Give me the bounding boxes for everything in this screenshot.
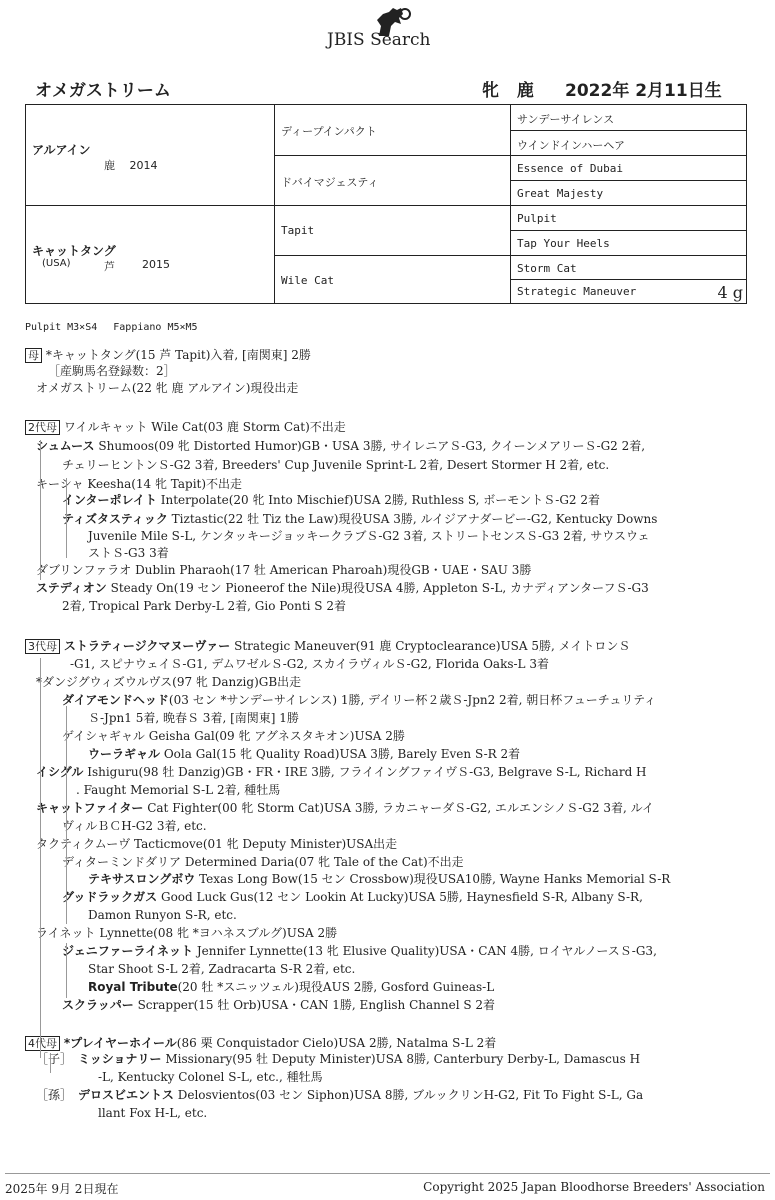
dam-year: 2015 <box>142 258 170 271</box>
line-text: Scrapper(15 牡 Orb)USA・CAN 1勝, English Channel S 2着 <box>133 998 496 1012</box>
sire-name: アルアイン <box>32 143 91 157</box>
family-line <box>36 1087 643 1103</box>
line-text: (86 栗 Conquistador Cielo)USA 2勝, Natalma S-L 2着 <box>176 1036 497 1050</box>
family-line <box>36 836 397 852</box>
tree-guide-line <box>40 658 41 1058</box>
family-line <box>25 347 311 363</box>
tree-guide-line <box>66 706 67 856</box>
family-line <box>62 854 464 870</box>
dam-name: キャットタング <box>32 244 116 258</box>
line-text: *キャットタング(15 芦 Tapit)入着, [南関東] 2勝 <box>45 348 311 362</box>
line-text: Oola Gal(15 牝 Quality Road)USA 3勝, Barely Even S-R 2着 <box>160 747 521 761</box>
sds-cell <box>511 156 747 181</box>
dam-cell <box>26 206 275 304</box>
line-text: ダブリンファラオ Dublin Pharaoh(17 牡 American Pharoah)現役GB・UAE・SAU 3勝 <box>36 563 532 577</box>
horse-name-bold[interactable]: キャットファイター <box>36 801 144 815</box>
dss-name: Pulpit <box>517 212 557 225</box>
ddd-name: Strategic Maneuver <box>517 285 637 298</box>
family-line <box>62 943 657 959</box>
ss-name: ディープインパクト <box>281 125 377 138</box>
line-text: Juvenile Mile S-L, ケンタッキージョッキークラブＳ-G2 3着, ストリートセンスＳ-G3 2着, サウスウェ <box>88 529 650 543</box>
line-text: Ishiguru(98 牡 Danzig)GB・FR・IRE 3勝, フライイングファイヴＳ-G3, Belgrave S-L, Richard H <box>83 765 647 779</box>
ssd-cell <box>511 131 747 156</box>
family-line <box>88 710 299 726</box>
horse-name-bold[interactable]: ステディオン <box>36 581 107 595</box>
horse-name-bold[interactable]: Royal Tribute <box>88 980 178 994</box>
horse-name-bold[interactable]: ジェニファーライネット <box>62 944 194 958</box>
family-line <box>98 1069 323 1085</box>
sd-cell <box>275 156 511 206</box>
family-line <box>62 511 657 527</box>
family-line <box>25 419 346 435</box>
family-line <box>88 961 355 977</box>
family-line <box>36 562 531 578</box>
line-text: (20 牡 *スニッツェル)現役AUS 2勝, Gosford Guineas-L <box>177 980 495 994</box>
horse-name-bold[interactable]: ウーラギャル <box>88 747 161 761</box>
dam-origin: (USA) <box>42 258 71 269</box>
sss-cell <box>511 105 747 131</box>
sdd-cell <box>511 181 747 206</box>
horse-name-bold[interactable]: ストラティージクマヌーヴァー <box>63 639 231 653</box>
family-line <box>88 907 237 923</box>
family-line <box>62 598 346 614</box>
family-line <box>36 1051 640 1067</box>
line-text: . Faught Memorial S-L 2着, 種牡馬 <box>76 783 281 797</box>
family-line <box>88 871 670 887</box>
footer-copyright: Copyright 2025 Japan Bloodhorse Breeders' Association <box>423 1180 765 1194</box>
relation-label: ［子］ <box>36 1052 79 1066</box>
family-line <box>48 363 176 379</box>
horse-birth-date: 2022年 2月11日生 <box>565 81 722 101</box>
line-text: llant Fox H-L, etc. <box>98 1106 208 1120</box>
horse-name: オメガストリーム <box>35 81 171 101</box>
line-text: Texas Long Bow(15 セン Crossbow)現役USA10勝, Wayne Hanks Memorial S-R <box>195 872 671 886</box>
relation-label: ［孫］ <box>36 1088 79 1102</box>
family-line <box>36 674 301 690</box>
family-line <box>25 1035 496 1051</box>
dds-name: Storm Cat <box>517 262 577 275</box>
line-text: タクティクムーヴ Tacticmove(01 牝 Deputy Minister)USA出走 <box>36 837 398 851</box>
footer-divider <box>5 1173 770 1174</box>
dsd-cell <box>511 231 747 256</box>
tree-guide-line <box>66 854 67 924</box>
sire-cell <box>26 105 275 206</box>
line-text: Damon Runyon S-R, etc. <box>88 908 237 922</box>
horse-name-bold[interactable]: グッドラックガス <box>62 890 158 904</box>
line-text: Star Shoot S-L 2着, Zadracarta S-R 2着, etc. <box>88 962 356 976</box>
tree-guide-line <box>50 1053 51 1073</box>
family-line <box>88 746 520 762</box>
horse-name-bold[interactable]: *プレイヤーホイール <box>63 1036 177 1050</box>
dd-name: Wile Cat <box>281 274 334 287</box>
line-text: オメガストリーム(22 牝 鹿 アルアイン)現役出走 <box>36 381 299 395</box>
family-line <box>70 656 549 672</box>
generation-label-box: 母 <box>25 348 42 363</box>
family-line <box>62 492 600 508</box>
line-text: ゲイシャギャル Geisha Gal(09 牝 アグネスタキオン)USA 2勝 <box>62 729 405 743</box>
jbis-logo[interactable] <box>327 6 467 54</box>
footer-date: 2025年 9月 2日現在 <box>5 1182 119 1196</box>
ds-cell <box>275 206 511 256</box>
line-text: ヴィルＢＣH-G2 3着, etc. <box>62 819 207 833</box>
line-text: -G1, スピナウェイＳ-G1, デムワゼルＳ-G2, スカイラヴィルＳ-G2, Florida Oaks-L 3着 <box>70 657 549 671</box>
horse-name-bold[interactable]: イシグル <box>36 765 84 779</box>
line-text: Interpolate(20 牝 Into Mischief)USA 2勝, Ruthless S, ボーモントＳ-G2 2着 <box>156 493 601 507</box>
pedigree-table <box>25 104 747 304</box>
horse-name-bold[interactable]: シュムース <box>36 439 95 453</box>
generation-label: 4 g <box>717 283 743 302</box>
sd-name: ドバイマジェスティ <box>281 176 379 189</box>
family-line <box>36 580 649 596</box>
family-line <box>36 764 647 780</box>
logo-text: JBIS Search <box>327 30 431 50</box>
family-line <box>62 692 656 708</box>
line-text: Jennifer Lynnette(13 牝 Elusive Quality)USA・CAN 4勝, ロイヤルノースＳ-G3, <box>193 944 657 958</box>
line-text: Strategic Maneuver(91 鹿 Cryptoclearance)USA 5勝, メイトロンＳ <box>230 639 631 653</box>
dam-color: 芦 <box>104 260 115 273</box>
family-line <box>36 925 337 941</box>
line-text: Good Luck Gus(12 セン Lookin At Lucky)USA 5勝, Haynesfield S-R, Albany S-R, <box>157 890 643 904</box>
line-text: *ダンジグウィズウルヴス(97 牝 Danzig)GB出走 <box>36 675 302 689</box>
horse-name-bold[interactable]: インターポレイト <box>62 493 157 507</box>
tree-guide-line <box>66 478 67 558</box>
line-text: Shumoos(09 牝 Distorted Humor)GB・USA 3勝, サイレニアＳ-G3, クイーンメアリーＳ-G2 2着, <box>94 439 646 453</box>
family-line <box>98 1105 207 1121</box>
sss-name: サンデーサイレンス <box>517 113 615 126</box>
sds-name: Essence of Dubai <box>517 162 623 175</box>
family-line <box>36 800 654 816</box>
line-text: ワイルキャット Wile Cat(03 鹿 Storm Cat)不出走 <box>63 420 346 434</box>
family-line <box>76 782 280 798</box>
horse-name-bold[interactable]: ティズタスティック <box>62 512 168 526</box>
family-line <box>62 818 207 834</box>
ddd-cell <box>511 280 747 304</box>
line-text: Steady On(19 セン Pioneerof the Nile)現役USA 4勝, Appleton S-L, カナディアンターフＳ-G3 <box>106 581 649 595</box>
tree-guide-line <box>66 943 67 998</box>
family-line <box>62 997 495 1013</box>
line-text: Cat Fighter(00 牝 Storm Cat)USA 3勝, ラカニャーダＳ-G2, エルエンシノＳ-G2 3着, ルイ <box>143 801 655 815</box>
tree-guide-line <box>40 440 41 580</box>
family-line <box>88 979 494 995</box>
line-text: ストＳ-G3 3着 <box>88 546 169 560</box>
sire-color-year: 鹿 2014 <box>104 159 158 172</box>
dsd-name: Tap Your Heels <box>517 237 610 250</box>
horse-name-bold[interactable]: デロスビエントス <box>78 1088 174 1102</box>
family-line <box>88 528 650 544</box>
horse-name-bold[interactable]: ダイアモンドヘッド <box>62 693 169 707</box>
ds-name: Tapit <box>281 224 315 237</box>
line-text: キーシャ Keesha(14 牝 Tapit)不出走 <box>36 477 243 491</box>
horse-name-bold[interactable]: ミッショナリー <box>78 1052 162 1066</box>
line-text: (03 セン *サンデーサイレンス) 1勝, デイリー杯２歳Ｓ-Jpn2 2着, 朝日杯フューチュリティ <box>168 693 657 707</box>
line-text: Ｓ-Jpn1 5着, 晩春Ｓ 3着, [南関東] 1勝 <box>88 711 299 725</box>
family-line <box>62 457 609 473</box>
inbreeding-info: Pulpit M3×S4 Fappiano M5×M5 <box>25 322 198 333</box>
line-text: -L, Kentucky Colonel S-L, etc., 種牡馬 <box>98 1070 323 1084</box>
generation-label-box: 2代母 <box>25 420 60 435</box>
line-text: ディターミンドダリア Determined Daria(07 牝 Tale of the Cat)不出走 <box>62 855 464 869</box>
family-line <box>62 728 405 744</box>
horse-name-bold[interactable]: スクラッパー <box>62 998 134 1012</box>
family-line <box>62 889 643 905</box>
line-text: チェリーヒントンＳ-G2 3着, Breeders' Cup Juvenile Sprint-L 2着, Desert Stormer H 2着, etc. <box>62 458 610 472</box>
line-text: Tiztastic(22 牡 Tiz the Law)現役USA 3勝, ルイジアナダービー-G2, Kentucky Downs <box>167 512 658 526</box>
line-text: Missionary(95 牡 Deputy Minister)USA 8勝, Canterbury Derby-L, Damascus H <box>161 1052 641 1066</box>
horse-name-bold[interactable]: テキサスロングボウ <box>88 872 196 886</box>
horse-sex-color: 牝 鹿 <box>482 81 540 101</box>
family-line <box>36 438 645 454</box>
ss-cell <box>275 105 511 156</box>
ssd-name: ウインドインハーヘア <box>517 139 626 152</box>
generation-label-box: 4代母 <box>25 1036 60 1051</box>
sdd-name: Great Majesty <box>517 187 604 200</box>
family-line <box>88 545 169 561</box>
family-line <box>25 638 630 654</box>
line-text: Delosvientos(03 セン Siphon)USA 8勝, ブルックリンH-G2, Fit To Fight S-L, Ga <box>173 1088 644 1102</box>
family-line <box>36 380 298 396</box>
line-text: ［産駒馬名登録数：2］ <box>48 364 176 378</box>
generation-label-box: 3代母 <box>25 639 60 654</box>
line-text: ライネット Lynnette(08 牝 *ヨハネスブルグ)USA 2勝 <box>36 926 338 940</box>
dds-cell <box>511 256 747 280</box>
dss-cell <box>511 206 747 231</box>
line-text: 2着, Tropical Park Derby-L 2着, Gio Ponti S 2着 <box>62 599 346 613</box>
dd-cell <box>275 256 511 304</box>
